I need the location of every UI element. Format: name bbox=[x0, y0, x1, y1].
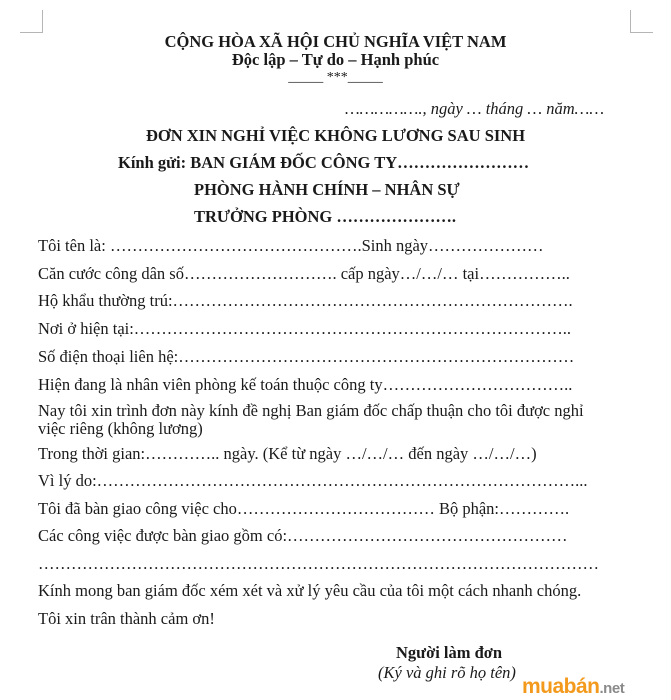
closing-thanks: Tôi xin trân thành cảm ơn! bbox=[38, 609, 215, 628]
field-position: Hiện đang là nhân viên phòng kế toán thuộc công ty…………………………….. bbox=[38, 375, 573, 394]
request-text-line-1: Nay tôi xin trình đơn này kính đề nghị Ban giám đốc chấp thuận cho tôi được nghỉ bbox=[38, 401, 584, 420]
watermark-tld: .net bbox=[599, 680, 625, 697]
signature-label: Người làm đơn bbox=[396, 643, 503, 662]
national-motto: Độc lập – Tự do – Hạnh phúc bbox=[231, 50, 440, 69]
page-corner-mark-left bbox=[20, 10, 43, 33]
field-handover: Tôi đã bàn giao công việc cho……………………………… Bộ phận:…………. bbox=[38, 499, 570, 518]
watermark-logo bbox=[522, 676, 624, 700]
page-corner-mark-right bbox=[630, 10, 653, 33]
field-name: Tôi tên là: ……………………………………….Sinh ngày………………… bbox=[38, 236, 544, 255]
signature-note: (Ký và ghi rõ họ tên) bbox=[378, 663, 516, 682]
header-divider: _____ ***_____ bbox=[288, 70, 383, 85]
field-leave-period: Trong thời gian:………….. ngày. (Kể từ ngày …/…/… đến ngày …/…/…) bbox=[38, 444, 537, 463]
recipient-line-2: PHÒNG HÀNH CHÍNH – NHÂN SỰ bbox=[194, 180, 460, 199]
recipient-line-1: Kính gửi: BAN GIÁM ĐỐC CÔNG TY…………………… bbox=[118, 153, 530, 172]
request-text-line-2: việc riêng (không lương) bbox=[38, 419, 203, 438]
date-line: ……………., ngày … tháng … năm…… bbox=[345, 99, 604, 118]
field-handover-items: Các công việc được bàn giao gồm có:…………………………………………… bbox=[38, 526, 568, 545]
field-reason: Vì lý do:……………………………………………………………………………... bbox=[38, 471, 588, 490]
field-extra-line: ………………………………………………………………………………………… bbox=[38, 554, 599, 573]
national-title: CỘNG HÒA XÃ HỘI CHỦ NGHĨA VIỆT NAM bbox=[164, 32, 507, 51]
recipient-line-3: TRƯỞNG PHÒNG …………………. bbox=[194, 207, 457, 226]
watermark-brand: muabán bbox=[522, 675, 600, 698]
field-residence: Nơi ở hiện tại:…………………………………………………………………….. bbox=[38, 319, 572, 338]
field-household: Hộ khẩu thường trú:………………………………………………………………. bbox=[38, 291, 573, 310]
field-id-card: Căn cước công dân số………………………. cấp ngày…/…/… tại…………….. bbox=[38, 264, 570, 283]
closing-request: Kính mong ban giám đốc xém xét và xử lý yêu cầu của tôi một cách nhanh chóng. bbox=[38, 581, 582, 600]
field-phone: Số điện thoại liên hệ:……………………………………………………………… bbox=[38, 347, 575, 366]
document-title: ĐƠN XIN NGHỈ VIỆC KHÔNG LƯƠNG SAU SINH bbox=[145, 126, 526, 145]
